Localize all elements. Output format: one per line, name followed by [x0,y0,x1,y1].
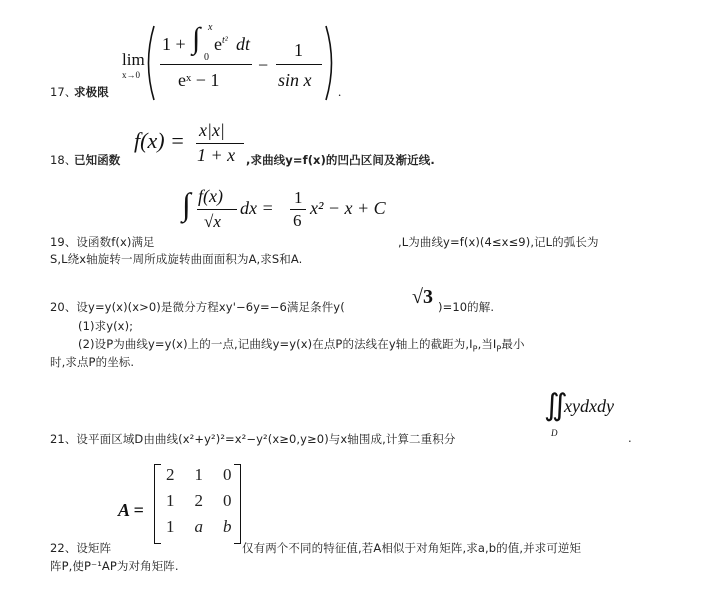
integral-sign: ∫ [182,186,191,222]
frac2-numerator: 1 [294,40,303,60]
fraction-denominator: 1 + x [197,145,236,165]
matrix-cell: 1 [166,517,175,536]
coef-denominator: 6 [293,211,302,230]
problem-19-line2: S,L绕x轴旋转一周所成旋转曲面面积为A,求S和A. [50,252,303,266]
matrix-row [156,488,242,514]
double-integral-integrand: xydxdy [564,396,614,416]
problem-20-line1-a: 20、设y=y(x)(x>0)是微分方程xy'−6y=−6满足条件y( [50,300,345,314]
integral-domain: D [551,428,558,438]
integrand-denominator: √x [204,212,221,231]
right-paren [324,24,338,102]
fraction-numerator: x|x| [199,120,225,140]
frac2-denominator: sin x [278,70,312,90]
matrix-row [156,462,242,488]
matrix-cell: 2 [194,491,203,510]
problem-20-line1-b: )=10的解. [438,300,495,314]
matrix-right-bracket [234,464,241,544]
integral-dt: dt [236,34,251,54]
double-integral-sign: ∬ [544,389,568,422]
matrix-row [156,514,242,540]
lim-subscript: x→0 [122,70,140,80]
sub-p-2: P [496,344,502,354]
dx-equals: dx = [240,198,274,218]
sqrt-three: √3 [412,286,433,308]
problem-20-line4: 时,求点P的坐标. [50,355,135,369]
matrix-a [156,462,242,540]
problem-18-number: 18、 [50,153,77,167]
antiderivative-rhs: x² − x + C [310,198,386,218]
problem-21-period: . [628,431,632,445]
line3-text-c: 最小 [501,337,525,351]
problem-18-text-a: 已知函数 [74,153,121,167]
problem-18-text-b: ,求曲线y=f(x)的凹凸区间及渐近线. [246,153,435,167]
formula-period: . [338,84,342,99]
integral-sign: ∫ [192,22,201,55]
matrix-cell: b [223,517,232,536]
problem-17-text: 求极限 [74,85,109,99]
problem-19-line1-a: 19、设函数f(x)满足 [50,235,155,249]
line3-text-b: ,当I [477,337,497,351]
matrix-cell: 1 [166,491,175,510]
fraction-bar [160,64,252,65]
matrix-cell: 0 [223,465,232,484]
matrix-cell: a [194,517,203,536]
matrix-cell: 0 [223,491,232,510]
lim-operator: lim [122,50,145,69]
matrix-cell: 2 [166,465,175,484]
matrix-cell: 1 [194,465,203,484]
problem-22-line1-b: 仅有两个不同的特征值,若A相似于对角矩阵,求a,b的值,并求可逆矩 [242,541,582,555]
limit-denominator: eˣ − 1 [178,70,220,90]
problem-22-line2: 阵P,使P⁻¹AP为对角矩阵. [50,559,179,573]
problem-19-line1-b: ,L为曲线y=f(x)(4≤x≤9),记L的弧长为 [398,235,599,249]
integrand: $e^{t^2}$ [214,34,228,54]
line3-text: (2)设P为曲线y=y(x)上的一点,记曲线y=y(x)在点P的法线在y轴上的截距为,I [78,337,473,351]
minus-sign: − [258,55,269,75]
integrand-numerator: f(x) [198,186,223,206]
coef-numerator: 1 [294,188,303,207]
problem-20-line3 [78,336,525,353]
sub-p-1: P [472,344,478,354]
limit-numerator-one: 1 + [162,34,186,54]
integral-lower-limit: 0 [204,52,209,63]
matrix-label: A = [118,500,144,520]
problem-17-number: 17、 [50,85,77,99]
problem-20-line2: (1)求y(x); [78,319,134,333]
function-def: f(x) = [134,128,185,153]
problem-22-line1-a: 22、设矩阵 [50,541,112,555]
problem-21-line1: 21、设平面区域D由曲线(x²+y²)²=x²−y²(x≥0,y≥0)与x轴围成,计算二重积分 [50,432,456,446]
left-paren [142,24,156,102]
fraction-bar-2 [276,64,322,65]
integral-upper-limit: x [208,22,213,33]
integrand-fraction-bar [197,209,237,210]
